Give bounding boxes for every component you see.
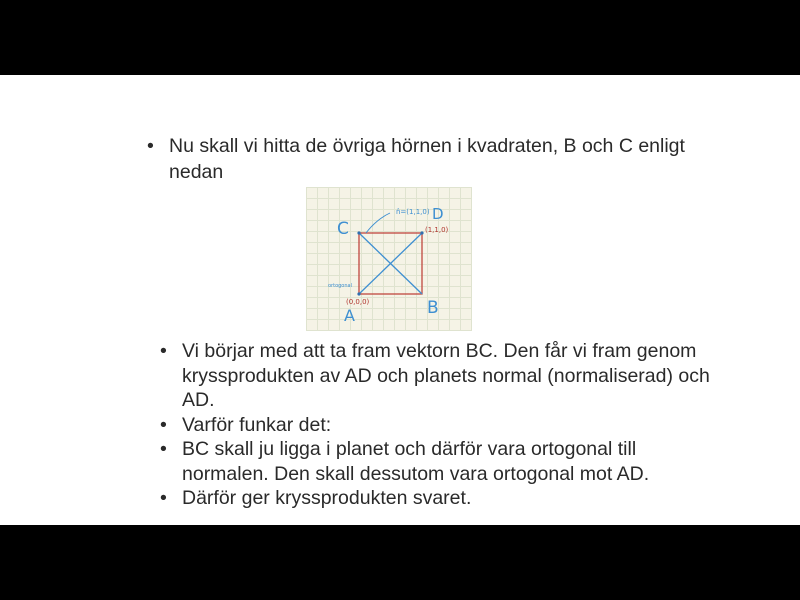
sub-bullet	[160, 486, 720, 511]
label-c: C	[337, 219, 349, 239]
main-bullet	[147, 133, 707, 185]
sub-bullet-text: Därför ger kryssprodukten svaret.	[182, 487, 472, 509]
square-diagram	[306, 187, 472, 331]
sub-bullet-text: Varför funkar det:	[182, 413, 332, 436]
label-d-coord: (1,1,0)	[425, 226, 449, 234]
label-b: B	[427, 298, 439, 318]
label-ortogonal: ortogonal	[328, 283, 352, 289]
bullet-dot: •	[160, 340, 167, 362]
sub-bullet	[160, 437, 720, 486]
bullet-dot: •	[147, 135, 154, 157]
square-diagram-image	[306, 187, 472, 331]
normal-label: n̂=(1,1,0)	[396, 208, 430, 216]
label-a-coord: (0,0,0)	[346, 298, 370, 306]
normal-arrow	[366, 213, 390, 233]
label-d: D	[432, 205, 444, 223]
point-a	[357, 292, 360, 295]
sub-bullet-text: BC skall ju ligga i planet och därför vara ortogonal till normalen. Den skall dessutom vara ortogonal mot AD.	[182, 438, 650, 485]
point-d	[420, 231, 423, 234]
label-a: A	[344, 306, 355, 325]
bullet-dot: •	[160, 487, 167, 509]
sub-bullet	[160, 413, 720, 438]
sub-bullet	[160, 339, 720, 413]
sub-bullet-text: Vi börjar med att ta fram vektorn BC. Den får vi fram genom kryssprodukten av AD och planets normal (normaliserad) och AD.	[182, 340, 710, 411]
point-c	[357, 231, 360, 234]
bullet-dot: •	[160, 413, 167, 436]
bullet-dot: •	[160, 438, 167, 460]
slide	[0, 75, 800, 525]
sub-bullet-list	[160, 339, 720, 511]
main-bullet-text: Nu skall vi hitta de övriga hörnen i kvadraten, B och C enligt nedan	[169, 135, 685, 183]
